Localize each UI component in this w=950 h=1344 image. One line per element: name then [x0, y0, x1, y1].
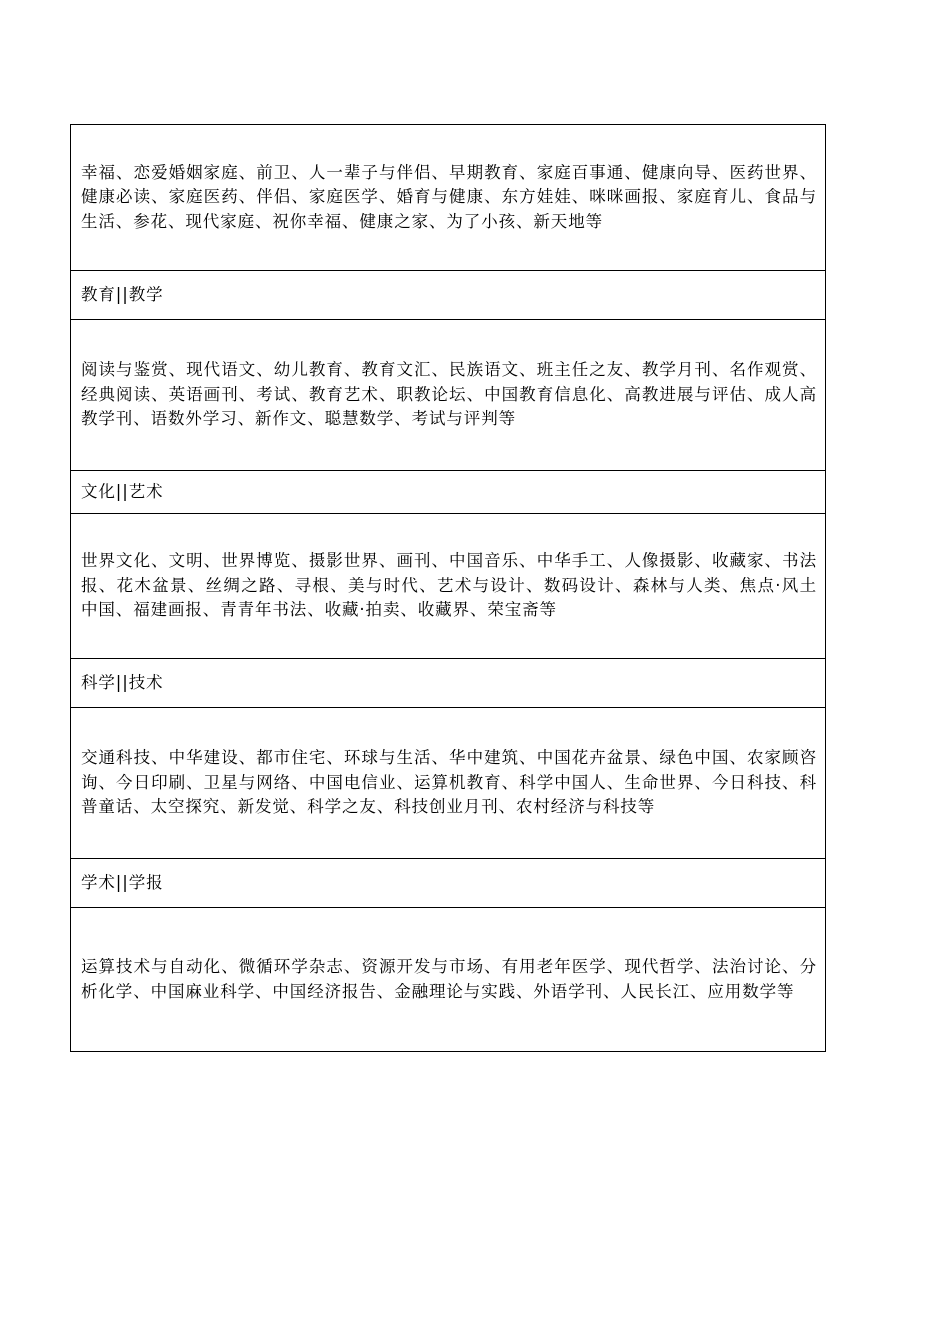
section-header-education: 教育||教学: [81, 284, 164, 304]
section-header-row-education: [71, 271, 826, 320]
section-body-row-science: [71, 708, 826, 859]
section-body-cell: [71, 514, 826, 659]
section-body-row-culture: [71, 514, 826, 659]
section-body-cell: [71, 708, 826, 859]
section-header-cell: [71, 471, 826, 514]
section-header-cell: [71, 271, 826, 320]
culture-journal-list: 世界文化、文明、世界博览、摄影世界、画刊、中国音乐、中华手工、人像摄影、收藏家、书法报、花木盆景、丝绸之路、寻根、美与时代、艺术与设计、数码设计、森林与人类、焦点·风土中国、福建画报、青青年书法、收藏·拍卖、收藏界、荣宝斋等: [81, 551, 817, 620]
section-header-cell: [71, 659, 826, 708]
education-journal-list: 阅读与鉴赏、现代语文、幼儿教育、教育文汇、民族语文、班主任之友、教学月刊、名作观赏、经典阅读、英语画刊、考试、教育艺术、职教论坛、中国教育信息化、高教进展与评估、成人高教学刊、语数外学习、新作文、聪慧数学、考试与评判等: [81, 360, 817, 429]
intro-journal-list: 幸福、恋爱婚姻家庭、前卫、人一辈子与伴侣、早期教育、家庭百事通、健康向导、医药世界、健康必读、家庭医药、伴侣、家庭医学、婚育与健康、东方娃娃、咪咪画报、家庭育儿、食品与生活、参花、现代家庭、祝你幸福、健康之家、为了小孩、新天地等: [81, 162, 817, 231]
science-journal-list: 交通科技、中华建设、都市住宅、环球与生活、华中建筑、中国花卉盆景、绿色中国、农家顾咨询、今日印刷、卫星与网络、中国电信业、运算机教育、科学中国人、生命世界、今日科技、科普童话、太空探究、新发觉、科学之友、科技创业月刊、农村经济与科技等: [81, 748, 817, 817]
section-body-cell: [71, 908, 826, 1052]
section-header-cell: [71, 859, 826, 908]
section-header-academic: 学术||学报: [81, 872, 164, 892]
intro-row: [71, 125, 826, 271]
academic-journal-list: 运算技术与自动化、微循环学杂志、资源开发与市场、有用老年医学、现代哲学、法治讨论、分析化学、中国麻业科学、中国经济报告、金融理论与实践、外语学刊、人民长江、应用数学等: [81, 957, 817, 1001]
section-header-science: 科学||技术: [81, 672, 164, 692]
section-header-culture: 文化||艺术: [81, 481, 164, 501]
section-header-row-culture: [71, 471, 826, 514]
section-body-row-academic: [71, 908, 826, 1052]
intro-cell: [71, 125, 826, 271]
section-body-row-education: [71, 320, 826, 471]
journal-category-table: [70, 124, 826, 1052]
section-header-row-science: [71, 659, 826, 708]
section-header-row-academic: [71, 859, 826, 908]
section-body-cell: [71, 320, 826, 471]
